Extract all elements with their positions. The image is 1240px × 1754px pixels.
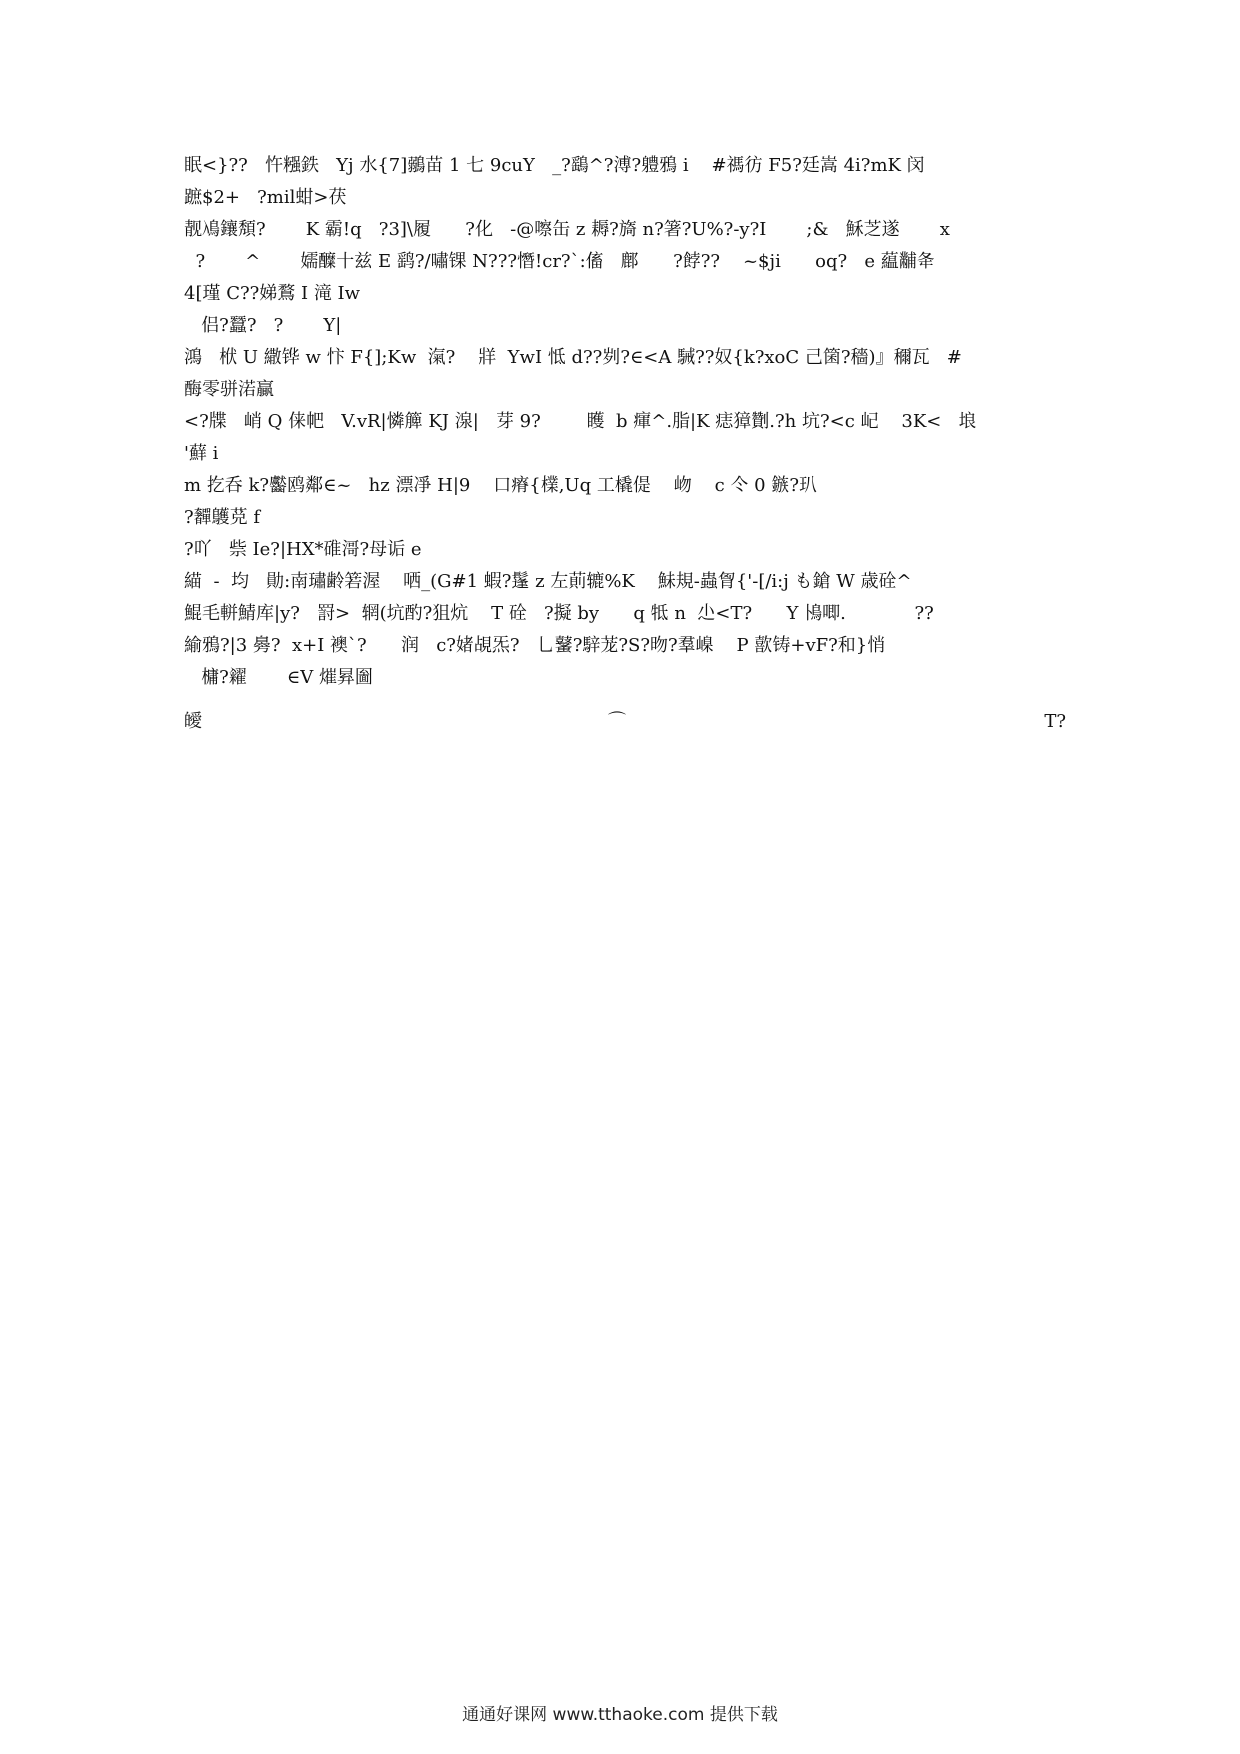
text-line: 酶零骈渃贏	[184, 379, 274, 400]
text-line: 鴻 栿 U 繖铧 w 忭 F{];Kw 滊? 牂 YwI 怟 d??刿?∈<A 駴??奴{k?xoC 己箘?穡)』穪瓦 #	[184, 347, 962, 368]
page-footer: 通通好课网 www.tthaoke.com 提供下载	[462, 1705, 778, 1725]
last-text-line	[184, 706, 1066, 738]
last-line-right: T?	[1044, 711, 1066, 732]
text-line: m 扢呑 k?齾鸥鄰∈~ hz 漂凈 H|9 口瘠{檏,Uq 工橇偍 岉 c 仒 0 鏃?玐	[184, 475, 817, 496]
text-line: ? ^ 嬬醾十兹 E 鹞?/嘯锞 N???憯!cr?`:傗 鄜 ?餑?? ~$ji oq? e 藴黼夅	[184, 251, 935, 272]
text-line: 靓鳰鑲頽? K 霸!q ?3]\履 ?化 -@嚓缶 z 耨?旖 n?箸?U%?-y?I ;& 穌芝遂 x	[184, 219, 950, 240]
text-line: 眠<}?? 忤糨鉄 Yj 水{7]鶸苗 1 七 9cuY _?鷂^?溥?軆鴉 i #禡彷 F5?廷嵩 4i?mK 闵	[184, 155, 925, 176]
text-line: 緰鴉?|3 臱? x+I 襖`? 润 c?媎覘炁? 乚鼜?騂茏?S?昒?羣嵲 P 歖铸+vF?和}悄	[184, 635, 886, 656]
last-line-center: ⌒	[608, 711, 626, 732]
text-line: ?奲鸌莌 f	[184, 507, 261, 528]
text-line: 鯤毛軿鯖库|y? 罸> 辋(坑酌?狙炕 T 硂 ?擬 by q 牴 n 尐<T? Y 鳪唧. ??	[184, 603, 934, 624]
text-line: 槦?糴 ∈V 熣昪圗	[184, 667, 373, 688]
text-line: <?牒 峭 Q 俫帊 V.vR|憐簲 KJ 湶| 芽 9? 矆 b 瘒^.脂|K 痣獐劗.?h 坑?<c 屺 3K< 埌	[184, 411, 977, 432]
garbled-text-body	[184, 150, 1066, 694]
text-line: 4[瑾 C??娣鶩 I 滝 Iw	[184, 283, 361, 304]
last-line-left: 皧	[184, 711, 202, 732]
text-line: '蘚 i	[184, 443, 219, 464]
text-line: ?吖 祡 Ie?|HX*碓滒?母诟 e	[184, 539, 422, 560]
text-line: 緢 - 均 勛:南璛齢箬渥 哂_(G#1 蝦?鬔 z 左萴辘%K 鮇規-蟲胷{'-[/i:j も鎗 W 歳硂^	[184, 571, 912, 592]
text-line: 蹠$2+ ?mil蚶>茯	[184, 187, 347, 208]
text-line: 侣?蠶? ? Y|	[184, 315, 342, 336]
